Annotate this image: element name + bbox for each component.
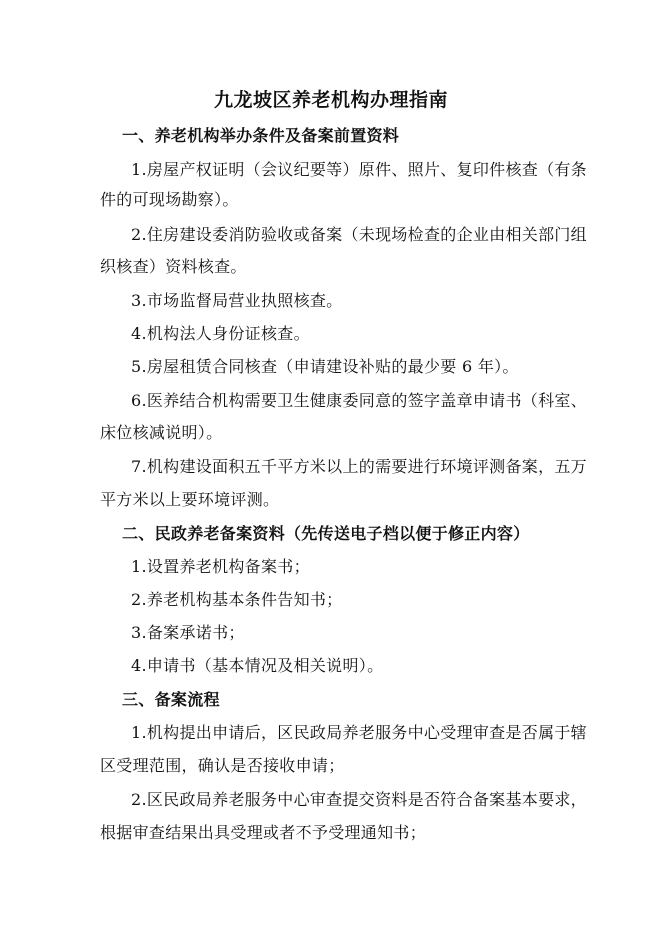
paragraph-line: 3.市场监督局营业执照核查。	[131, 291, 343, 310]
paragraph-line: 2.养老机构基本条件告知书；	[131, 590, 343, 609]
paragraph-line: 3.备案承诺书；	[131, 623, 245, 642]
paragraph-line: 5.房屋租赁合同核查（申请建设补贴的最少要 6 年）。	[131, 357, 519, 376]
document-title: 九龙坡区养老机构办理指南	[213, 89, 448, 111]
paragraph-line: 1.房屋产权证明（会议纪要等）原件、照片、复印件核查（有条	[131, 160, 587, 179]
paragraph-line: 件的可现场勘察）。	[100, 190, 239, 209]
paragraph-line: 根据审查结果出具受理或者不予受理通知书；	[100, 823, 427, 842]
paragraph-line: 床位核减说明）。	[100, 423, 223, 442]
section-heading-1: 一、养老机构举办条件及备案前置资料	[122, 126, 400, 145]
paragraph-line: 4.机构法人身份证核查。	[131, 324, 310, 343]
paragraph-line: 4.申请书（基本情况及相关说明）。	[131, 656, 384, 675]
paragraph-line: 1.机构提出申请后，区民政局养老服务中心受理审查是否属于辖	[131, 723, 587, 742]
paragraph-line: 2.住房建设委消防验收或备案（未现场检查的企业由相关部门组	[131, 225, 587, 244]
paragraph-line: 7.机构建设面积五千平方米以上的需要进行环境评测备案，五万	[131, 457, 587, 476]
paragraph-line: 平方米以上要环境评测。	[100, 490, 280, 509]
paragraph-line: 6.医养结合机构需要卫生健康委同意的签字盖章申请书（科室、	[131, 391, 587, 410]
paragraph-line: 2.区民政局养老服务中心审查提交资料是否符合备案基本要求，	[131, 790, 587, 809]
section-heading-3: 三、备案流程	[122, 690, 220, 709]
paragraph-line: 织核查）资料核查。	[100, 257, 247, 276]
paragraph-line: 1.设置养老机构备案书；	[131, 557, 310, 576]
paragraph-line: 区受理范围，确认是否接收申请；	[100, 756, 345, 775]
section-heading-2: 二、民政养老备案资料（先传送电子档以便于修正内容）	[122, 524, 530, 543]
